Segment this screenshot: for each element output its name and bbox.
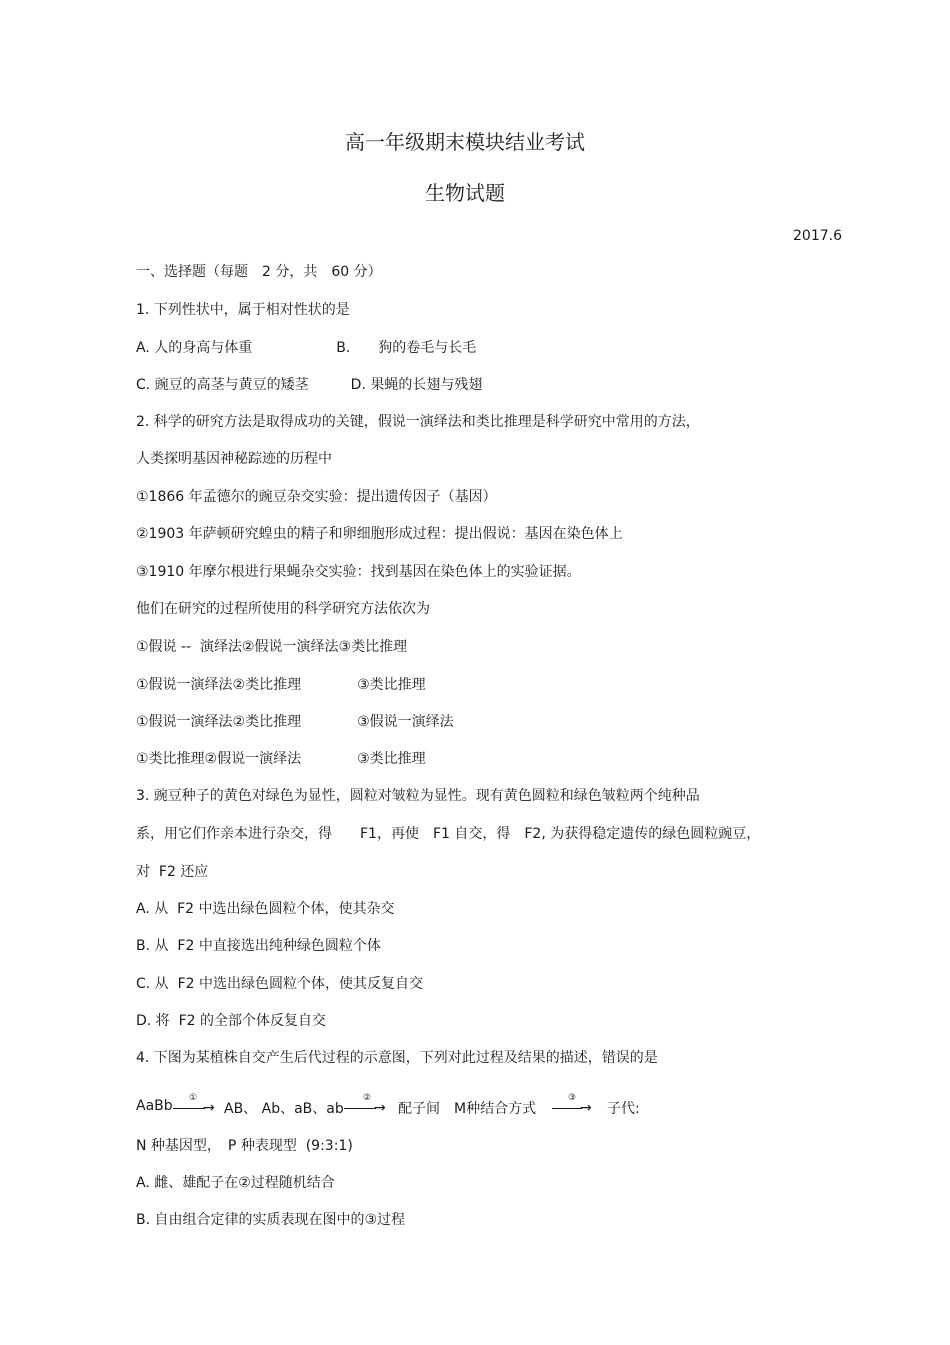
q3-stem-line2: 系，用它们作亲本进行杂交，得 F1，再使 F1 自交，得 F2, 为获得稳定遗传的绿色圆粒豌豆， [136,826,761,842]
section-heading: 一、选择题（每题 2 分，共 60 分） [136,264,382,280]
q1-options-cd: C. 豌豆的高茎与黄豆的矮茎 D. 果蝇的长翅与残翅 [136,377,483,393]
q3-stem-line3: 对 F2 还应 [136,864,209,880]
q2-option-d: ①类比推理②假说一演绎法 ③类比推理 [136,751,426,767]
q2-stem-line1: 2. 科学的研究方法是取得成功的关键，假说一演绎法和类比推理是科学研究中常用的方法， [136,414,700,430]
q2-question: 他们在研究的过程所使用的科学研究方法依次为 [136,601,430,617]
q4-stem: 4. 下图为某植株自交产生后代过程的示意图，下列对此过程及结果的描述，错误的是 [136,1050,658,1066]
q3-option-d: D. 将 F2 的全部个体反复自交 [136,1013,326,1029]
q2-option-b: ①假说一演绎法②类比推理 ③类比推理 [136,677,426,693]
process-arrow-3: ③ → [552,1095,598,1117]
process-arrow-1: ① → [173,1095,219,1117]
exam-date: 2017.6 [793,228,842,244]
q3-option-b: B. 从 F2 中直接选出纯种绿色圆粒个体 [136,938,381,954]
exam-subtitle: 生物试题 [425,181,505,205]
offspring-label: 子代: [607,1101,640,1117]
q4-option-a: A. 雌、雄配子在②过程随机结合 [136,1175,335,1191]
process-arrow-2: ② → [344,1095,390,1117]
q2-option-c: ①假说一演绎法②类比推理 ③假说一演绎法 [136,714,454,730]
q2-item-1: ①1866 年孟德尔的豌豆杂交实验：提出遗传因子（基因） [136,489,497,505]
q3-option-c: C. 从 F2 中选出绿色圆粒个体，使其反复自交 [136,976,423,992]
q4-flow-line2: N 种基因型， P 种表现型 (9:3:1) [136,1138,353,1154]
gamete-combination: 配子间 M种结合方式 [398,1101,537,1117]
q2-option-a: ①假说 -- 演绎法②假说一演绎法③类比推理 [136,639,408,655]
q3-option-a: A. 从 F2 中选出绿色圆粒个体，使其杂交 [136,901,395,917]
q1-options-ab: A. 人的身高与体重 B. 狗的卷毛与长毛 [136,340,477,356]
q2-item-3: ③1910 年摩尔根进行果蝇杂交实验：找到基因在染色体上的实验证据。 [136,564,581,580]
gametes-list: AB、 Ab、aB、ab [224,1101,344,1117]
q3-stem-line1: 3. 豌豆种子的黄色对绿色为显性，圆粒对皱粒为显性。现有黄色圆粒和绿色皱粒两个纯种品 [136,788,700,804]
q4-process-diagram [136,1094,836,1118]
exam-title: 高一年级期末模块结业考试 [345,130,585,154]
genotype-start: AaBb [136,1098,173,1114]
q2-item-2: ②1903 年萨顿研究蝗虫的精子和卵细胞形成过程：提出假说：基因在染色体上 [136,526,623,542]
q4-option-b: B. 自由组合定律的实质表现在图中的③过程 [136,1212,406,1228]
q1-stem: 1. 下列性状中，属于相对性状的是 [136,302,350,318]
q2-stem-line2: 人类探明基因神秘踪迹的历程中 [136,451,332,467]
